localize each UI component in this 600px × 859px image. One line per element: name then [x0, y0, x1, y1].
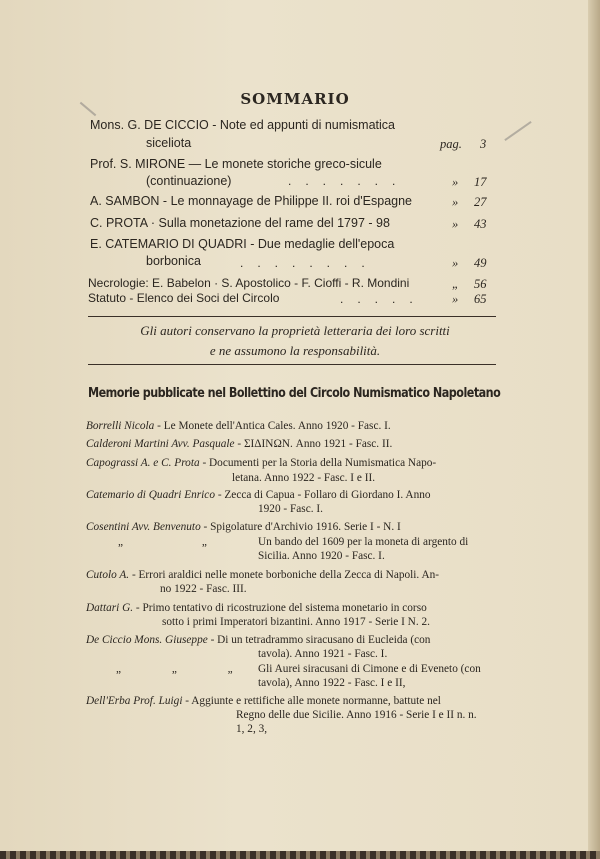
notice-line-2: e ne assumono la responsabilità. [209, 343, 381, 358]
toc-entry-4-page: 43 [474, 217, 487, 231]
toc-entry-6-page-prefix: „ [452, 277, 459, 291]
memorie-title: Memorie pubblicate nel Bollettino del Circolo Numismatico Napoletano [88, 386, 501, 401]
toc-entry-6-line1: Necrologie: E. Babelon · S. Apostolico - F. Cioffi - R. Mondini [88, 276, 410, 290]
memorie-ditto: „ „ [118, 536, 245, 548]
toc-entry-5-page-prefix: » [452, 256, 459, 270]
toc-entry-1-page: 3 [480, 137, 487, 151]
memorie-entry-11 [86, 695, 441, 707]
memorie-entry-9-cont: tavola). Anno 1921 - Fasc. I. [258, 648, 388, 660]
memorie-entry-10-text: Gli Aurei siracusani di Cimone e di Eveneto (con [258, 663, 481, 675]
memorie-entry-1 [86, 420, 391, 432]
memorie-entry-3-cont: letana. Anno 1922 - Fasc. I e II. [232, 472, 376, 484]
memorie-entry-9 [86, 634, 430, 646]
toc-entry-4-line1: C. PROTA · Sulla monetazione del rame del 1797 - 98 [90, 216, 390, 230]
memorie-entry-8 [86, 602, 427, 614]
memorie-author: Borrelli Nicola [86, 420, 155, 432]
memorie-author: Calderoni Martini Avv. Pasquale [86, 438, 235, 450]
memorie-author: Catemario di Quadri Enrico [86, 489, 215, 501]
memorie-entry-6-text: Un bando del 1609 per la moneta di argento di [258, 536, 469, 548]
memorie-entry-10 [116, 663, 257, 675]
toc-entry-7-line1: Statuto - Elenco dei Soci del Circolo [88, 291, 280, 305]
memorie-author: Cutolo A. [86, 569, 130, 581]
memorie-entry-10-cont: tavola), Anno 1922 - Fasc. I e II, [258, 677, 406, 689]
memorie-entry-7 [86, 569, 439, 581]
memorie-entry-3 [86, 457, 436, 469]
memorie-text: - Documenti per la Storia della Numismatica Napo- [202, 457, 437, 469]
memorie-text: - Le Monete dell'Antica Cales. Anno 1920 - Fasc. I. [157, 420, 391, 432]
memorie-text: - Aggiunte e rettifiche alle monete normanne, battute nel [185, 695, 441, 707]
page-edge [588, 0, 600, 859]
toc-entry-1-line2: siceliota [146, 136, 192, 150]
memorie-entry-6-cont: Sicilia. Anno 1920 - Fasc. I. [258, 550, 385, 562]
memorie-ditto: „ „ „ [116, 663, 257, 675]
toc-entry-6-page: 56 [474, 277, 487, 291]
memorie-author: Dell'Erba Prof. Luigi [86, 695, 183, 707]
memorie-entry-8-cont: sotto i primi Imperatori bizantini. Anno 1917 - Serie I N. 2. [162, 616, 430, 628]
memorie-author: Dattari G. [86, 602, 134, 614]
memorie-text: - Zecca di Capua - Follaro di Giordano I. Anno [217, 489, 431, 501]
pencil-mark-right [504, 121, 531, 141]
notice-line-1: Gli autori conservano la proprietà letteraria dei loro scritti [140, 323, 450, 338]
memorie-text: - Primo tentativo di ricostruzione del sistema monetario in corso [135, 602, 427, 614]
memorie-entry-4-cont: 1920 - Fasc. I. [258, 503, 323, 515]
toc-entry-7-page-prefix: » [452, 292, 459, 306]
memorie-author: Cosentini Avv. Benvenuto [86, 521, 201, 533]
toc-entry-3-line1: A. SAMBON - Le monnayage de Philippe II. roi d'Espagne [90, 194, 413, 208]
toc-entry-7-page: 65 [474, 292, 487, 306]
memorie-entry-2 [86, 438, 392, 450]
toc-entry-2-page: 17 [474, 175, 487, 189]
toc-entry-3-page-prefix: » [452, 195, 459, 209]
toc-entry-4-page-prefix: » [452, 217, 459, 231]
memorie-entry-11-cont: Regno delle due Sicilie. Anno 1916 - Serie I e II n. n. [236, 709, 477, 721]
toc-entry-5-leader: ........ [240, 256, 379, 270]
memorie-entry-11-cont2: 1, 2, 3, [236, 723, 268, 735]
divider-bottom [88, 364, 496, 365]
toc-entry-7-leader: ..... [340, 292, 427, 306]
divider-top [88, 316, 496, 317]
toc-entry-5-line1: E. CATEMARIO DI QUADRI - Due medaglie dell'epoca [90, 237, 395, 251]
memorie-author: De Ciccio Mons. Giuseppe [86, 634, 208, 646]
page-bottom-edge [0, 851, 600, 859]
memorie-entry-6 [118, 536, 245, 548]
toc-entry-2-line1: Prof. S. MIRONE — Le monete storiche greco-sicule [90, 157, 382, 171]
toc-entry-2-leader: ....... [288, 174, 410, 188]
memorie-text: - ΣΙΔΙΝΩΝ. Anno 1921 - Fasc. II. [237, 438, 393, 450]
sommario-title: SOMMARIO [240, 90, 350, 108]
memorie-text: - Spigolature d'Archivio 1916. Serie I - N. I [203, 521, 401, 533]
toc-entry-5-line2: borbonica [146, 254, 201, 268]
memorie-author: Capograssi A. e C. Prota [86, 457, 200, 469]
memorie-entry-4 [86, 489, 431, 501]
toc-entry-2-page-prefix: » [452, 175, 459, 189]
memorie-text: - Errori araldici nelle monete borboniche della Zecca di Napoli. An- [131, 569, 440, 581]
memorie-text: - Di un tetradrammo siracusano di Eucleida (con [210, 634, 431, 646]
toc-entry-3-page: 27 [474, 195, 487, 209]
memorie-entry-5 [86, 521, 401, 533]
toc-entry-1-page-prefix: pag. [440, 137, 462, 151]
toc-entry-5-page: 49 [474, 256, 487, 270]
memorie-entry-7-cont: no 1922 - Fasc. III. [160, 583, 247, 595]
toc-entry-2-line2: (continuazione) [146, 174, 232, 188]
toc-entry-1-line1: Mons. G. DE CICCIO - Note ed appunti di numismatica [90, 118, 395, 132]
